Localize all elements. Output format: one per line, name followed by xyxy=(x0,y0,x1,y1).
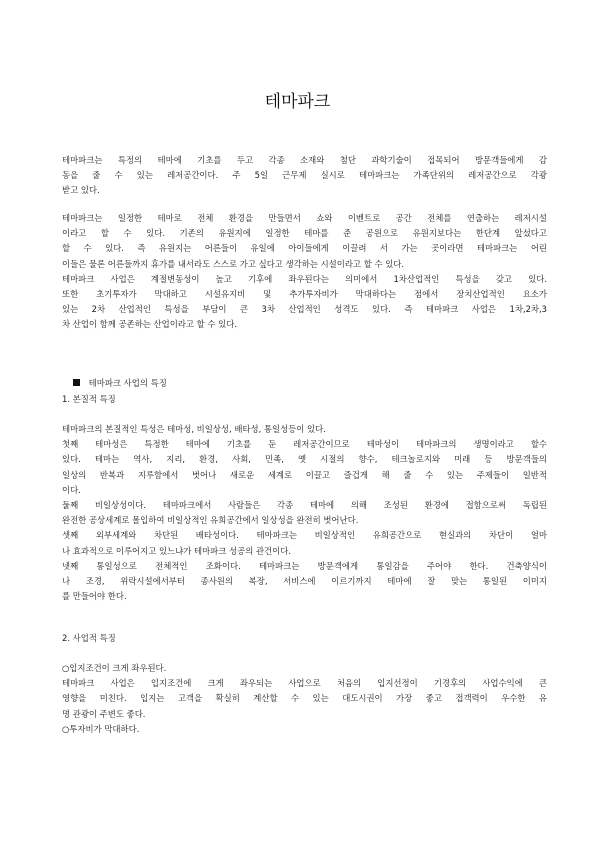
text-line: ○투자비가 막대하다. xyxy=(62,723,140,734)
text-line: 첫째 테마성은 특정한 테마에 기초를 둔 레저공간이므로 테마성이 테마파크의 생명이라고 할수 xyxy=(62,439,547,450)
text-line: 이다. xyxy=(62,484,81,495)
section-heading-label: 테마파크 사업의 특징 xyxy=(88,378,167,388)
text-line: 이라고 할 수 있다. 기존의 유원지에 일정한 테마를 준 공원으로 유원지보다는 한단계 앞섰다고 xyxy=(62,228,547,239)
text-line: 나 효과적으로 이루어지고 있느냐가 테마파크 성공의 관건이다. xyxy=(62,545,291,556)
text-line: ○입지조건이 크게 좌우된다. xyxy=(62,663,167,673)
text-line: 테마파크는 특정의 테마에 기초를 두고 각종 소재와 첨단 과학기술이 접목되어 방문객들에게 감 xyxy=(62,155,547,165)
text-line: 있는 2차 산업적인 특성을 부담이 큰 3차 산업적인 성격도 있다. 즉 테마파크 사업은 1차,2차,3 xyxy=(62,304,547,315)
text-line: 테마파크는 일정한 테마로 전체 환경을 만들면서 쇼와 이벤트로 공간 전체를 연출하는 레저시설 xyxy=(62,213,547,223)
text-line: 테마파크 사업은 계절변동성이 높고 기후에 좌우된다는 의미에서 1차산업적인 특성을 갖고 있다. xyxy=(62,273,547,284)
intro-paragraph xyxy=(62,153,547,199)
square-bullet-icon xyxy=(73,379,80,386)
subsection-heading: 2. 사업적 특징 xyxy=(62,633,116,643)
text-line: 이들은 물론 어른들까지 휴가를 내서라도 스스로 가고 싶다고 생각하는 시설이라고 할 수 있다. xyxy=(62,258,405,269)
text-line: 넷째 통일성으로 전체적인 조화이다. 테마파크는 방문객에게 통일감을 주어야 한다. 건축양식이 xyxy=(62,560,547,571)
text-line: 테마파크의 본질적인 특성은 테마성, 비일상성, 배타성, 통일성등이 있다. xyxy=(62,424,326,434)
page-title: 테마파크 xyxy=(264,92,331,112)
text-line: 일상의 반복과 지루함에서 벗어나 새로운 세계로 이끌고 즐겁게 해 줄 수 있는 주제들이 일반적 xyxy=(62,469,547,480)
text-line: 셋째 외부세계와 차단된 배타성이다. 테마파크는 비일상적인 유희공간으로 현실과의 차단이 얼마 xyxy=(62,530,547,541)
text-line: 받고 있다. xyxy=(62,185,100,196)
text-line: 할 수 있다. 즉 유원지는 어른들이 유일에 아이들에게 이끌려 서 가는 곳이라면 테마파크는 어린 xyxy=(62,243,547,254)
text-line: 영향을 미친다. 입지는 고객을 확실히 계산할 수 있는 대도시권이 가장 좋고 접객력이 우수한 유 xyxy=(62,693,547,704)
business-features-paragraph xyxy=(62,661,547,737)
text-line: 테마파크 사업은 입지조건에 크게 좌우되는 사업으로 처음의 입지선정이 기경후의 사업수익에 큰 xyxy=(62,678,547,689)
essential-features-paragraph xyxy=(62,422,547,604)
text-line: 를 만들어야 한다. xyxy=(62,591,127,602)
text-line: 명 관광이 주변도 좋다. xyxy=(62,708,146,719)
text-line: 있다. 테마는 역사, 지리, 환경, 사회, 민족, 옛 시절의 향수, 테크놀로지와 미래 등 방문객들의 xyxy=(62,454,547,465)
text-line: 완전한 공상세계로 몰입하여 비일상적인 유희공간에서 일상성을 완전히 벗어난다. xyxy=(62,515,359,526)
text-line: 또한 초기투자가 막대하고 시설유지비 및 추가투자비가 막대하다는 점에서 장치산업적인 요소가 xyxy=(62,288,547,299)
text-line: 차 산업이 함께 공존하는 산업이라고 할 수 있다. xyxy=(62,319,238,330)
subsection-heading: 1. 본질적 특징 xyxy=(62,394,116,404)
text-line: 나 조경, 위락시설에서부터 종사원의 복장, 서비스에 이르기까지 테마에 잘 맞는 통일된 이미지 xyxy=(62,575,547,586)
text-line: 둘째 비일상성이다. 테마파크에서 사람들은 각종 테마에 의해 조성된 환경에 접함으로써 독립된 xyxy=(62,499,547,510)
text-line: 동을 줄 수 있는 레저공간이다. 주 5일 근무제 실시로 테마파크는 가족단위의 레저공간으로 각광 xyxy=(62,170,547,181)
body-paragraph xyxy=(62,211,547,333)
